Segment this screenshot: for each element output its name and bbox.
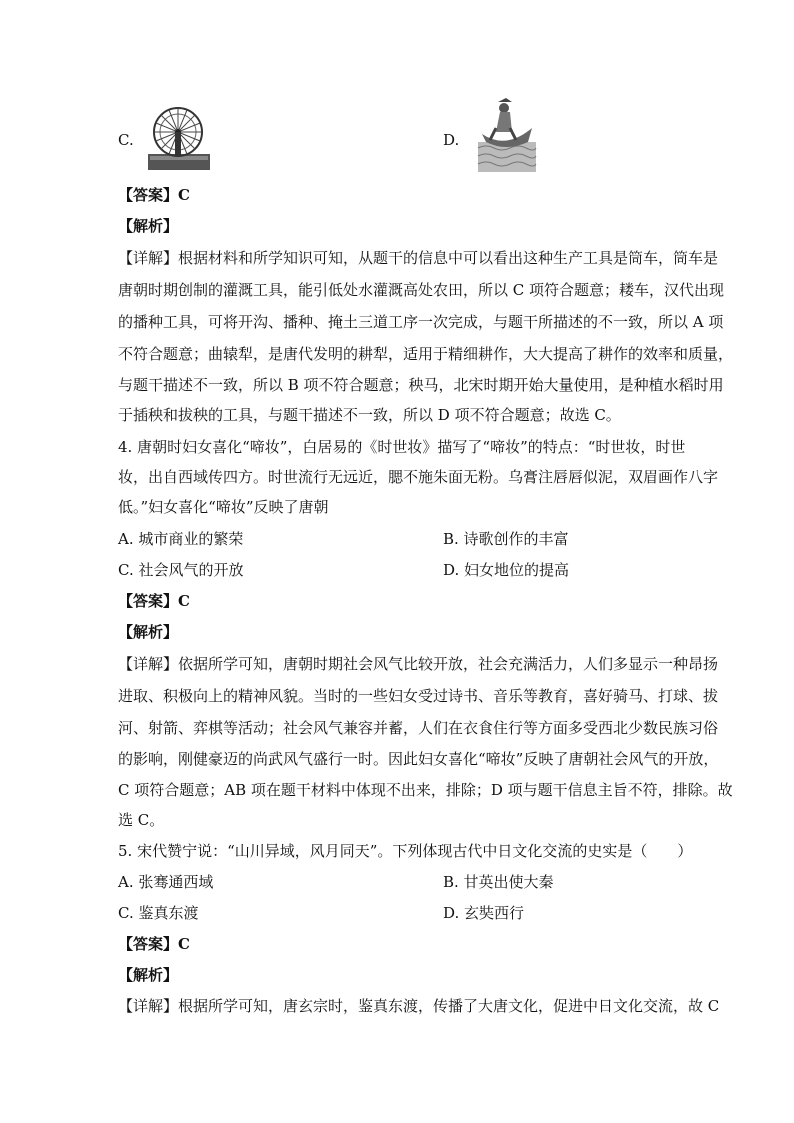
option-c-label: C.: [118, 131, 134, 149]
q3-analysis-label: 【解析】: [118, 217, 179, 235]
q4-option-a: A. 城市商业的繁荣: [118, 530, 244, 548]
q4-answer: 【答案】C: [118, 592, 190, 610]
q5-option-b: B. 甘英出使大秦: [443, 873, 554, 891]
q5-detail-line: 【详解】根据所学可知，唐玄宗时，鉴真东渡，传播了大唐文化，促进中日文化交流，故 C: [118, 997, 720, 1015]
q4-detail-line: 河、射箭、弈棋等活动；社会风气兼容并蓄，人们在衣食住行等方面多受西北少数民族习俗: [118, 719, 719, 737]
q5-option-d: D. 玄奘西行: [443, 904, 525, 922]
q4-detail-line: C 项符合题意；AB 项在题干材料中体现不出来，排除；D 项与题干信息主旨不符，排除。故: [118, 781, 733, 799]
q4-detail-line: 选 C。: [118, 811, 165, 829]
q5-analysis-label: 【解析】: [118, 966, 179, 984]
q3-detail-line: 【详解】根据材料和所学知识可知，从题干的信息中可以看出这种生产工具是筒车，筒车是: [118, 249, 719, 267]
waterwheel-image: [148, 104, 210, 172]
q3-detail-line: 唐朝时期创制的灌溉工具，能引低处水灌溉高处农田，所以 C 项符合题意；耧车，汉代出现: [118, 281, 725, 299]
option-d-label: D.: [443, 131, 460, 149]
q4-detail-line: 的影响，刚健豪迈的尚武风气盛行一时。因此妇女喜化“啼妆”反映了唐朝社会风气的开放，: [118, 750, 719, 768]
rice-seedling-horse-image: [476, 98, 538, 174]
q4-stem-line: 4. 唐朝时妇女喜化“啼妆”，白居易的《时世妆》描写了“啼妆”的特点：“时世妆，时世: [118, 438, 686, 456]
q3-detail-line: 的播种工具，可将开沟、播种、掩土三道工序一次完成，与题干所描述的不一致，所以 A 项: [118, 313, 724, 331]
q4-analysis-label: 【解析】: [118, 623, 179, 641]
q4-option-b: B. 诗歌创作的丰富: [443, 530, 569, 548]
q4-option-c: C. 社会风气的开放: [118, 561, 244, 579]
q5-option-a: A. 张骞通西域: [118, 873, 214, 891]
q5-answer: 【答案】C: [118, 935, 190, 953]
q4-stem-line: 低。”妇女喜化“啼妆”反映了唐朝: [118, 498, 329, 516]
q3-answer: 【答案】C: [118, 186, 190, 204]
q3-detail-line: 于插秧和拔秧的工具，与题干描述不一致，所以 D 项不符合题意；故选 C。: [118, 406, 621, 424]
q4-option-d: D. 妇女地位的提高: [443, 561, 570, 579]
q3-detail-line: 不符合题意；曲辕犁，是唐代发明的耕犁，适用于精细耕作，大大提高了耕作的效率和质量，: [118, 345, 734, 363]
q4-detail-line: 【详解】依据所学可知，唐朝时期社会风气比较开放，社会充满活力，人们多显示一种昂扬: [118, 655, 719, 673]
q5-stem: 5. 宋代赞宁说：“山川异域，风月同天”。下列体现古代中日文化交流的史实是（ ）: [118, 842, 693, 860]
q3-detail-line: 与题干描述不一致，所以 B 项不符合题意；秧马，北宋时期开始大量使用，是种植水稻时用: [118, 376, 724, 394]
q4-detail-line: 进取、积极向上的精神风貌。当时的一些妇女受过诗书、音乐等教育，喜好骑马、打球、拔: [118, 687, 719, 705]
q4-stem-line: 妆，出自西域传四方。时世流行无远近，腮不施朱面无粉。乌膏注唇唇似泥，双眉画作八字: [118, 468, 719, 486]
q5-option-c: C. 鉴真东渡: [118, 904, 199, 922]
